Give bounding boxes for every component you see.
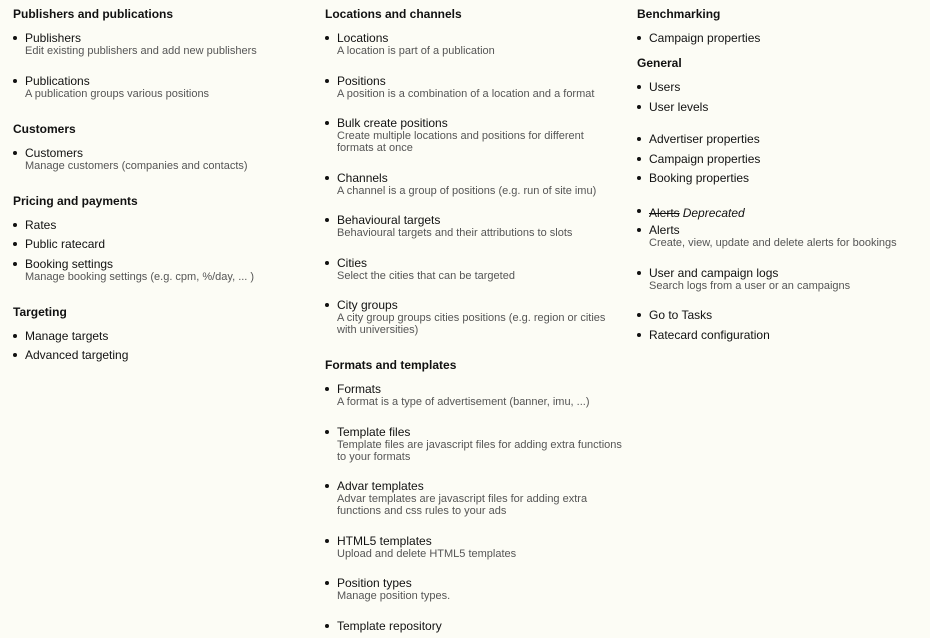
bullet-icon	[325, 36, 329, 40]
section-title-pricing: Pricing and payments	[13, 194, 138, 208]
bullet-icon	[325, 387, 329, 391]
section-title-formats: Formats and templates	[325, 358, 457, 372]
bullet-icon	[13, 223, 17, 227]
section-title-locations: Locations and channels	[325, 7, 462, 21]
bullet-icon	[325, 121, 329, 125]
menu-item-customers[interactable]	[13, 146, 308, 172]
bullet-icon	[637, 209, 641, 213]
menu-item-label[interactable]: Formats	[337, 382, 382, 396]
menu-item-label[interactable]: Ratecard configuration	[649, 328, 770, 342]
menu-item-benchmark-campaign-properties[interactable]	[637, 31, 927, 45]
menu-item-behavioural-targets[interactable]	[325, 213, 630, 239]
menu-item-bulk-create-positions[interactable]	[325, 116, 630, 154]
menu-item-description: Create multiple locations and positions for different formats at once	[337, 130, 584, 154]
menu-item-ratecard-configuration[interactable]	[637, 328, 927, 342]
bullet-icon	[325, 581, 329, 585]
menu-item-label[interactable]: Template repository	[337, 619, 442, 633]
bullet-icon	[325, 430, 329, 434]
menu-item-locations[interactable]	[325, 31, 630, 57]
menu-item-go-to-tasks[interactable]	[637, 308, 927, 322]
menu-item-description: Template files are javascript files for adding extra functions to your formats	[337, 439, 622, 463]
section-title-targeting: Targeting	[13, 305, 67, 319]
menu-item-label[interactable]: Behavioural targets	[337, 213, 441, 227]
bullet-icon	[13, 353, 17, 357]
bullet-icon	[13, 242, 17, 246]
menu-item-description: Manage position types.	[337, 590, 451, 602]
menu-item-description: Advar templates are javascript files for adding extra functions and css rules to your ads	[337, 493, 588, 517]
menu-item-label[interactable]: City groups	[337, 298, 398, 312]
menu-item-channels[interactable]	[325, 171, 630, 197]
menu-item-label[interactable]: Campaign properties	[649, 31, 761, 45]
bullet-icon	[13, 151, 17, 155]
menu-item-position-types[interactable]	[325, 576, 630, 602]
bullet-icon	[13, 334, 17, 338]
menu-item-label[interactable]: Positions	[337, 74, 386, 88]
menu-item-label[interactable]: Bulk create positions	[337, 116, 448, 130]
bullet-icon	[637, 157, 641, 161]
menu-item-user-levels[interactable]	[637, 100, 927, 114]
menu-item-label[interactable]: Users	[649, 80, 681, 94]
menu-item-description: A city group groups cities positions (e.g. region or cities with universities)	[337, 312, 606, 336]
menu-item-label[interactable]: Publishers	[25, 31, 82, 45]
menu-item-description: Create, view, update and delete alerts for bookings	[649, 237, 897, 249]
menu-item-public-ratecard[interactable]	[13, 237, 308, 251]
menu-item-label[interactable]: User levels	[649, 100, 709, 114]
bullet-icon	[13, 262, 17, 266]
menu-item-description: A channel is a group of positions (e.g. run of site imu)	[337, 185, 597, 197]
deprecated-tag: Deprecated	[682, 206, 745, 220]
menu-item-booking-properties[interactable]	[637, 171, 927, 185]
bullet-icon	[325, 218, 329, 222]
menu-item-advanced-targeting[interactable]	[13, 348, 308, 362]
menu-item-label[interactable]: Alerts	[649, 206, 680, 220]
menu-item-description: Select the cities that can be targeted	[337, 270, 515, 282]
menu-item-user-campaign-logs[interactable]	[637, 266, 927, 292]
bullet-icon	[637, 333, 641, 337]
menu-item-label[interactable]: Advanced targeting	[25, 348, 129, 362]
menu-item-html5-templates[interactable]	[325, 534, 630, 560]
menu-item-template-files[interactable]	[325, 425, 630, 463]
menu-item-advar-templates[interactable]	[325, 479, 630, 517]
menu-item-description: Search logs from a user or an campaigns	[649, 280, 851, 292]
bullet-icon	[325, 79, 329, 83]
menu-item-description: Behavioural targets and their attributions to slots	[337, 227, 573, 239]
menu-item-template-repository[interactable]	[325, 619, 630, 633]
bullet-icon	[325, 176, 329, 180]
menu-item-label[interactable]: Advertiser properties	[649, 132, 760, 146]
section-title-publishers: Publishers and publications	[13, 7, 174, 21]
menu-item-manage-targets[interactable]	[13, 329, 308, 343]
bullet-icon	[325, 624, 329, 628]
menu-item-label[interactable]: Locations	[337, 31, 389, 45]
menu-item-label[interactable]: Rates	[25, 218, 57, 232]
menu-item-description: Edit existing publishers and add new publishers	[25, 45, 257, 57]
bullet-icon	[637, 36, 641, 40]
bullet-icon	[637, 85, 641, 89]
menu-item-description: Upload and delete HTML5 templates	[337, 548, 517, 560]
menu-item-label[interactable]: Template files	[337, 425, 411, 439]
menu-item-label[interactable]: HTML5 templates	[337, 534, 432, 548]
menu-item-label[interactable]: Alerts	[649, 223, 680, 237]
menu-item-advertiser-properties[interactable]	[637, 132, 927, 146]
menu-item-label[interactable]: Booking properties	[649, 171, 750, 185]
menu-item-label[interactable]: Booking settings	[25, 257, 114, 271]
bullet-icon	[325, 261, 329, 265]
bullet-icon	[637, 137, 641, 141]
bullet-icon	[13, 36, 17, 40]
menu-item-description: Manage customers (companies and contacts)	[25, 160, 248, 172]
section-title-benchmarking: Benchmarking	[637, 7, 721, 21]
bullet-icon	[325, 539, 329, 543]
bullet-icon	[13, 79, 17, 83]
menu-item-description: Manage booking settings (e.g. cpm, %/day, ... )	[25, 271, 255, 283]
menu-item-label[interactable]: Cities	[337, 256, 368, 270]
bullet-icon	[637, 228, 641, 232]
menu-item-city-groups[interactable]	[325, 298, 630, 336]
menu-item-label[interactable]: Go to Tasks	[649, 308, 713, 322]
menu-item-rates[interactable]	[13, 218, 308, 232]
bullet-icon	[637, 105, 641, 109]
menu-item-users[interactable]	[637, 80, 927, 94]
menu-item-positions[interactable]	[325, 74, 630, 100]
menu-item-description: A location is part of a publication	[337, 45, 495, 57]
menu-item-alerts-deprecated[interactable]	[637, 204, 927, 222]
menu-item-campaign-properties[interactable]	[637, 152, 927, 166]
menu-item-label[interactable]: User and campaign logs	[649, 266, 779, 280]
section-title-customers: Customers	[13, 122, 76, 136]
menu-item-cities[interactable]	[325, 256, 630, 282]
menu-item-label[interactable]: Advar templates	[337, 479, 424, 493]
section-title-general: General	[637, 56, 682, 70]
menu-item-label[interactable]: Channels	[337, 171, 388, 185]
menu-item-description: A publication groups various positions	[25, 88, 210, 100]
menu-item-label[interactable]: Position types	[337, 576, 412, 590]
bullet-icon	[637, 271, 641, 275]
bullet-icon	[637, 313, 641, 317]
menu-item-formats[interactable]	[325, 382, 630, 408]
bullet-icon	[325, 484, 329, 488]
menu-item-label[interactable]: Manage targets	[25, 329, 109, 343]
menu-item-label[interactable]: Public ratecard	[25, 237, 106, 251]
menu-item-label[interactable]: Publications	[25, 74, 90, 88]
menu-item-label[interactable]: Customers	[25, 146, 84, 160]
bullet-icon	[637, 176, 641, 180]
menu-item-description: A format is a type of advertisement (banner, imu, ...)	[337, 396, 590, 408]
menu-item-publishers[interactable]	[13, 31, 308, 57]
menu-item-description: A position is a combination of a location and a format	[337, 88, 595, 100]
menu-item-booking-settings[interactable]	[13, 257, 308, 283]
menu-item-alerts[interactable]	[637, 223, 927, 249]
menu-item-label[interactable]: Campaign properties	[649, 152, 761, 166]
bullet-icon	[325, 303, 329, 307]
menu-item-publications[interactable]	[13, 74, 308, 100]
